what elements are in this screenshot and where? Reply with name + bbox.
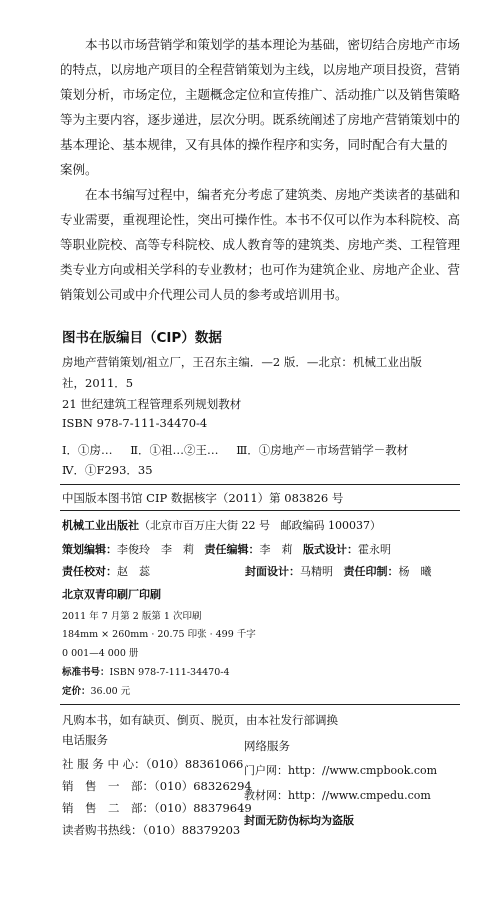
web-row: 门户网：http：//www.cmpbook.com [244,764,438,777]
intro-line: 的特点，以房地产项目的全程营销策划为主线，以房地产项目投资，营销 [60,62,461,77]
divider [60,704,460,705]
format-info: 184mm × 260mm · 20.75 印张 · 499 千字 [62,629,256,640]
staff-value: 霍永明 [358,543,391,556]
staff-label: 策划编辑： [62,543,117,556]
cip-line-title: 房地产营销策划/祖立厂，王召东主编．—2 版．—北京：机械工业出版 [62,355,422,369]
publisher-name: 机械工业出版社 [62,519,139,532]
web-row: 教材网：http：//www.cmpedu.com [244,789,431,802]
intro-line: 在本书编写过程中，编者充分考虑了建筑类、房地产类读者的基础和 [85,187,461,202]
intro-line: 基本理论、基本规律，又有具体的操作程序和实务，同时配合有大量的 [60,137,448,152]
phone-title: 电话服务 [62,733,108,747]
printer: 北京双青印刷厂印刷 [62,588,161,601]
intro-line: 销策划公司或中介代理公司人员的参考或培训用书。 [60,287,348,302]
price-line [62,683,130,697]
intro-line: 案例。 [60,162,98,177]
divider [60,510,460,511]
cip-class-1: Ⅰ．①房… [62,443,113,457]
intro-line: 类专业方向或相关学科的专业教材；也可作为建筑企业、房地产企业、营 [60,262,461,277]
staff-line-2-right [245,563,432,579]
web-title: 网络服务 [244,739,290,753]
print-run: 0 001—4 000 册 [62,648,139,659]
edition: 2011 年 7 月第 2 版第 1 次印刷 [62,611,202,622]
cip-line-isbn: ISBN 978-7-111-34470-4 [62,416,208,430]
anti-counterfeit-notice: 封面无防伪标均为盗版 [244,814,354,827]
staff-value: 赵 蕊 [117,565,150,578]
price-value: 36.00 元 [90,686,131,697]
isbn-value: ISBN 978-7-111-34470-4 [109,667,230,678]
staff-label: 责任校对： [62,565,117,578]
intro-line: 策划分析，市场定位，主题概念定位和宣传推广、活动推广以及销售策略 [60,87,461,102]
divider [60,484,460,485]
publisher-address: （北京市百万庄大街 22 号 [139,519,270,532]
publisher-postcode: 邮政编码 100037） [280,519,381,532]
cip-line-publisher: 社，2011．5 [62,376,134,390]
cip-title: 图书在版编目（CIP）数据 [62,330,222,346]
cip-class-2: Ⅱ．①祖…②王… [130,443,219,457]
phone-row: 销 售 二 部：（010）88379649 [62,801,252,815]
isbn-label: 标准书号： [62,667,110,678]
intro-line: 专业需要，重视理论性，突出可操作性。本书不仅可以作为本科院校、高 [60,212,461,227]
phone-row: 读者购书热线：（010）88379203 [62,823,241,837]
cip-line-series: 21 世纪建筑工程管理系列规划教材 [62,397,242,411]
staff-value: 李 莉 [259,543,293,556]
staff-label: 责任印制： [343,565,399,578]
intro-paragraph-1 [60,32,460,182]
cip-class-3: Ⅲ．①房地产－市场营销学－教材 [236,443,409,457]
staff-line-2 [62,563,150,579]
staff-value: 马精明 [300,565,333,578]
intro-line: 等职业院校、高等专科院校、成人教育等的建筑类、房地产类、工程管理 [60,237,461,252]
staff-label: 封面设计： [245,565,300,578]
intro-paragraph-2 [60,182,460,307]
staff-value: 李俊玲 李 莉 [117,543,194,556]
staff-label: 版式设计： [303,543,358,556]
phone-row: 社 服 务 中 心：（010）88361066 [62,757,244,771]
staff-line-1 [62,541,391,557]
staff-label: 责任编辑： [204,543,260,556]
notice: 凡购本书，如有缺页、倒页、脱页，由本社发行部调换 [62,713,338,727]
isbn-line [62,664,230,678]
intro-line: 等为主要内容，逐步递进，层次分明。既系统阐述了房地产营销策划中的 [60,112,461,127]
cip-line-clc: Ⅳ．①F293．35 [62,463,153,477]
price-label: 定价： [62,686,91,697]
intro-line: 本书以市场营销学和策划学的基本理论为基础，密切结合房地产市场 [85,37,461,52]
phone-row: 销 售 一 部：（010）68326294 [62,779,252,793]
staff-value: 杨 曦 [398,565,432,578]
cip-line-classification [62,442,408,458]
cip-record: 中国版本图书馆 CIP 数据核字（2011）第 083826 号 [62,491,344,505]
publisher-line [62,517,381,533]
